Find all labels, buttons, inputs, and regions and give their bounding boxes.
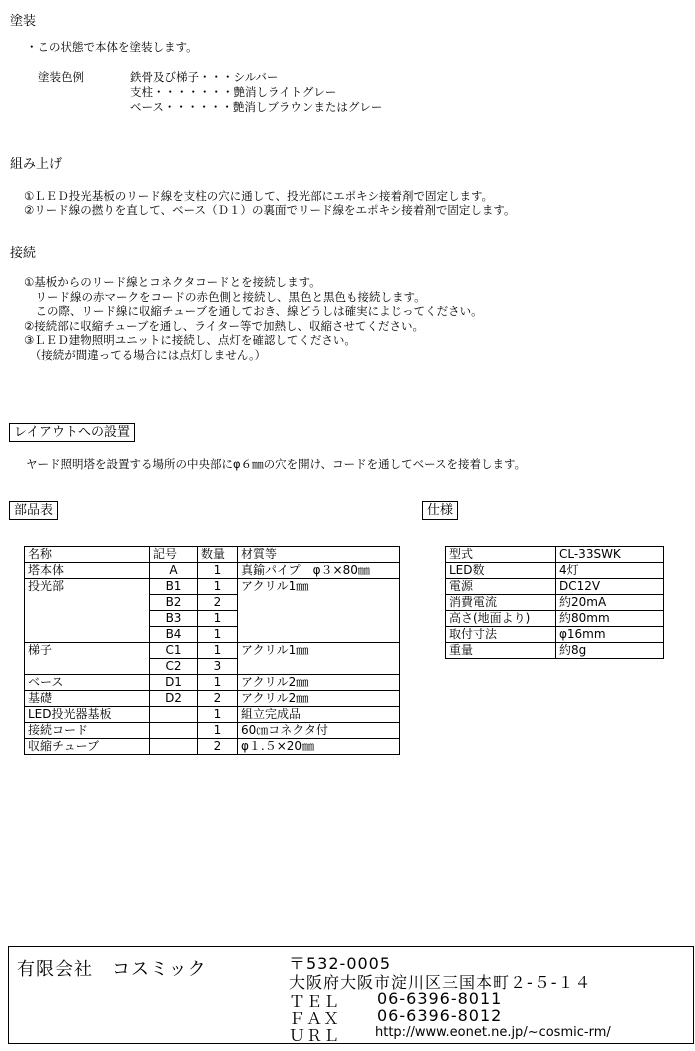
table-row [446, 611, 664, 627]
cell: アクリル2㎜ [238, 675, 400, 691]
cell: 組立完成品 [238, 707, 400, 723]
cell: 基礎 [25, 691, 150, 707]
cell: アクリル1㎜ [238, 643, 400, 659]
fax-label: ＦＡＸ [289, 1009, 341, 1028]
table-row [25, 643, 400, 659]
cell: 梯子 [25, 643, 150, 659]
table-row [25, 707, 400, 723]
connection-line-1: ①基板からのリード線とコネクタコードとを接続します。 [24, 275, 321, 289]
cell: 2 [198, 691, 238, 707]
table-row [446, 547, 664, 563]
table-row [25, 595, 400, 611]
table-row [25, 739, 400, 755]
cell: 1 [198, 723, 238, 739]
painting-color-label: 塗装色例 [38, 70, 84, 84]
cell: 60㎝コネクタ付 [238, 723, 400, 739]
connection-line-6: （接続が間違ってる場合には点灯しません。） [24, 348, 267, 362]
cell: D2 [150, 691, 198, 707]
cell: LED投光器基板 [25, 707, 150, 723]
cell [25, 611, 150, 627]
cell: B2 [150, 595, 198, 611]
cell [150, 723, 198, 739]
connection-line-5: ③ＬＥＤ建物照明ユニットに接続し、点灯を確認してください。 [24, 333, 356, 347]
cell: B3 [150, 611, 198, 627]
cell: B4 [150, 627, 198, 643]
assembly-line-1: ①ＬＥＤ投光基板のリード線を支柱の穴に通して、投光部にエポキシ接着剤で固定します。 [24, 189, 494, 203]
cell: 1 [198, 643, 238, 659]
cell: 高さ(地面より) [446, 611, 556, 627]
layout-title: レイアウトへの設置 [9, 423, 135, 442]
parts-header-qty: 数量 [198, 547, 238, 563]
cell: CL-33SWK [556, 547, 664, 563]
cell [150, 739, 198, 755]
cell [238, 611, 400, 627]
url-label: ＵＲＬ [289, 1026, 341, 1045]
cell: 約8g [556, 643, 664, 659]
table-row [446, 643, 664, 659]
cell: 真鍮パイプ φ３×80㎜ [238, 563, 400, 579]
company-name: 有限会社 コスミック [17, 959, 207, 980]
table-row [446, 579, 664, 595]
cell: LED数 [446, 563, 556, 579]
connection-line-2: リード線の赤マークをコードの赤色側と接続し、黒色と黒色も接続します。 [24, 290, 426, 304]
cell: 1 [198, 611, 238, 627]
table-row [25, 691, 400, 707]
cell: アクリル1㎜ [238, 579, 400, 595]
layout-text: ヤード照明塔を設置する場所の中央部にφ６㎜の穴を開け、コードを通してベースを接着します。 [26, 457, 527, 471]
connection-line-3: この際、リード線に収縮チューブを通しておき、線どうしは確実によじってください。 [24, 304, 483, 318]
table-row [25, 659, 400, 675]
cell: 消費電流 [446, 595, 556, 611]
specs-title: 仕様 [422, 501, 458, 520]
painting-title: 塗装 [10, 14, 37, 29]
table-row [25, 563, 400, 579]
parts-header-name: 名称 [25, 547, 150, 563]
cell: 2 [198, 739, 238, 755]
parts-header-material: 材質等 [238, 547, 400, 563]
fax-number: 06-6396-8012 [377, 1006, 503, 1025]
painting-color-1: 鉄骨及び梯子・・・シルバー [130, 70, 279, 84]
table-row [446, 563, 664, 579]
parts-table [24, 546, 400, 755]
cell [25, 627, 150, 643]
cell: 接続コード [25, 723, 150, 739]
painting-intro: ・この状態で本体を塗装します。 [26, 40, 198, 54]
cell [150, 707, 198, 723]
table-row [25, 723, 400, 739]
postal-code: 〒532-0005 [289, 954, 392, 973]
tel-label: ＴＥＬ [289, 992, 341, 1011]
cell: D1 [150, 675, 198, 691]
cell: C1 [150, 643, 198, 659]
cell [238, 659, 400, 675]
tel-number: 06-6396-8011 [377, 989, 503, 1008]
painting-color-2: 支柱・・・・・・・艶消しライトグレー [130, 85, 337, 99]
table-row [25, 547, 400, 563]
cell: 取付寸法 [446, 627, 556, 643]
table-row [25, 579, 400, 595]
website-link[interactable]: http://www.eonet.ne.jp/~cosmic-rm/ [375, 1025, 611, 1040]
cell: 重量 [446, 643, 556, 659]
cell: A [150, 563, 198, 579]
cell: 2 [198, 595, 238, 611]
cell: C2 [150, 659, 198, 675]
table-row [25, 611, 400, 627]
cell: ベース [25, 675, 150, 691]
cell: 1 [198, 563, 238, 579]
specs-table [445, 546, 664, 659]
cell: 約80mm [556, 611, 664, 627]
connection-title: 接続 [10, 246, 37, 261]
connection-line-4: ②接続部に収縮チューブを通し、ライター等で加熱し、収縮させてください。 [24, 319, 425, 333]
assembly-line-2: ②リード線の撚りを直して、ベース（Ｄ１）の裏面でリード線をエポキシ接着剤で固定します。 [24, 203, 516, 217]
cell: 電源 [446, 579, 556, 595]
cell [238, 595, 400, 611]
cell: 3 [198, 659, 238, 675]
address: 大阪府大阪市淀川区三国本町２-５-１４ [289, 973, 592, 992]
cell: 約20mA [556, 595, 664, 611]
parts-header-code: 記号 [150, 547, 198, 563]
cell: 収縮チューブ [25, 739, 150, 755]
table-row [446, 627, 664, 643]
parts-title: 部品表 [9, 501, 58, 520]
cell: アクリル2㎜ [238, 691, 400, 707]
cell: 1 [198, 675, 238, 691]
cell: 型式 [446, 547, 556, 563]
cell: B1 [150, 579, 198, 595]
footer-box [8, 946, 694, 1044]
cell [25, 595, 150, 611]
table-row [25, 675, 400, 691]
cell: DC12V [556, 579, 664, 595]
assembly-title: 組み上げ [10, 157, 63, 172]
cell [238, 627, 400, 643]
cell: 1 [198, 579, 238, 595]
cell [25, 659, 150, 675]
cell: 4灯 [556, 563, 664, 579]
cell: 1 [198, 627, 238, 643]
cell: 塔本体 [25, 563, 150, 579]
cell: φ１.５×20㎜ [238, 739, 400, 755]
painting-color-3: ベース・・・・・・艶消しブラウンまたはグレー [130, 100, 383, 114]
table-row [446, 595, 664, 611]
cell: 1 [198, 707, 238, 723]
cell: φ16mm [556, 627, 664, 643]
table-row [25, 627, 400, 643]
cell: 投光部 [25, 579, 150, 595]
